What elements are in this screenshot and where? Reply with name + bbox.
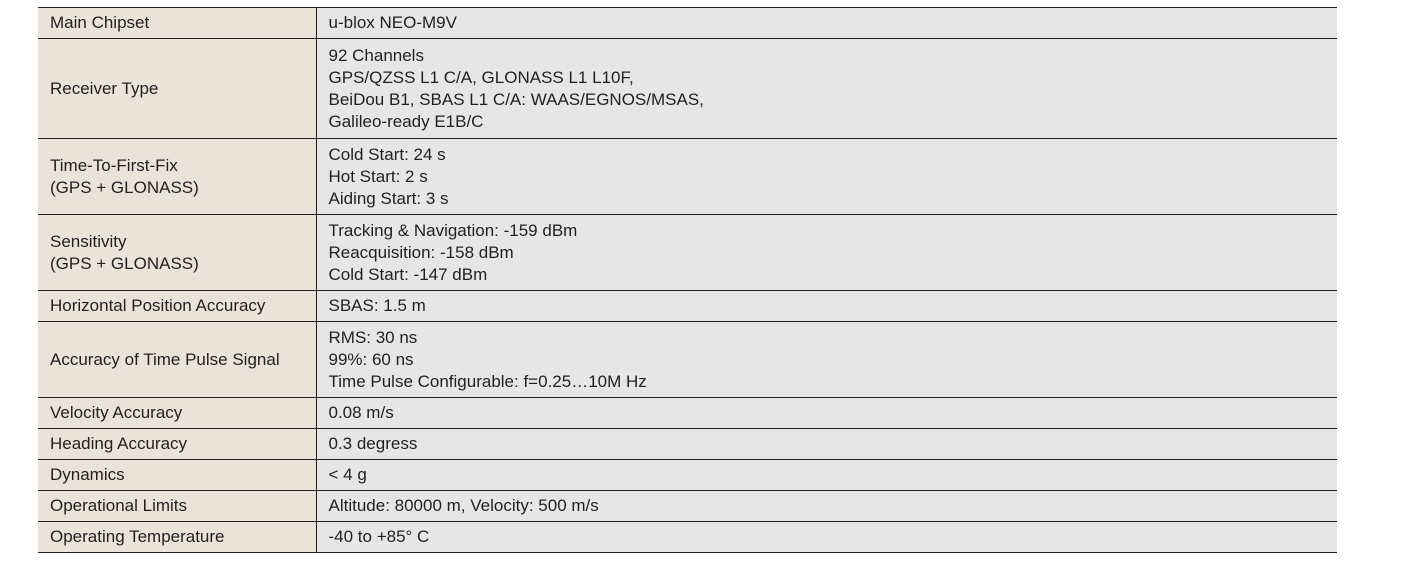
spec-label <box>38 215 316 291</box>
spec-label <box>38 398 316 429</box>
spec-value-line: Cold Start: 24 s <box>328 144 446 164</box>
spec-row-time-pulse-accuracy <box>38 322 1337 398</box>
spec-row-velocity-accuracy <box>38 398 1337 429</box>
spec-value <box>316 522 1337 553</box>
spec-value-line: Galileo-ready E1B/C <box>328 111 484 131</box>
spec-value-line: 0.3 degress <box>328 434 418 453</box>
spec-label <box>38 460 316 491</box>
spec-label-line: Velocity Accuracy <box>50 403 183 422</box>
spec-row-sensitivity <box>38 215 1337 291</box>
spec-value-line: 0.08 m/s <box>328 403 394 422</box>
spec-label-line: Receiver Type <box>50 78 159 98</box>
spec-value-line: Hot Start: 2 s <box>328 166 428 186</box>
spec-label-line: Sensitivity <box>50 231 127 251</box>
spec-row-horizontal-position-accuracy <box>38 291 1337 322</box>
spec-value-line: 92 Channels <box>328 45 424 65</box>
spec-value-line: -40 to +85° C <box>328 527 430 546</box>
spec-value-line: < 4 g <box>328 465 367 484</box>
spec-row-main-chipset <box>38 8 1337 39</box>
spec-value-line: u-blox NEO-M9V <box>328 13 457 32</box>
spec-label-line: (GPS + GLONASS) <box>50 253 199 273</box>
spec-value <box>316 429 1337 460</box>
spec-value-line: SBAS: 1.5 m <box>328 296 426 315</box>
spec-label-line: Accuracy of Time Pulse Signal <box>50 349 280 369</box>
spec-value <box>316 491 1337 522</box>
spec-value-line: Aiding Start: 3 s <box>328 188 449 208</box>
spec-label-line: Dynamics <box>50 465 125 484</box>
spec-row-operational-limits <box>38 491 1337 522</box>
spec-label <box>38 8 316 39</box>
spec-label-line: Horizontal Position Accuracy <box>50 296 266 315</box>
spec-label <box>38 139 316 215</box>
spec-row-operating-temperature <box>38 522 1337 553</box>
spec-row-receiver-type <box>38 39 1337 139</box>
spec-label <box>38 291 316 322</box>
spec-label <box>38 522 316 553</box>
spec-row-time-to-first-fix <box>38 139 1337 215</box>
spec-value-line: Altitude: 80000 m, Velocity: 500 m/s <box>328 496 599 515</box>
spec-value-line: Tracking & Navigation: -159 dBm <box>328 220 578 240</box>
spec-label-line: (GPS + GLONASS) <box>50 177 199 197</box>
spec-value-line: BeiDou B1, SBAS L1 C/A: WAAS/EGNOS/MSAS, <box>328 89 704 109</box>
spec-value-line: Cold Start: -147 dBm <box>328 264 488 284</box>
spec-label-line: Main Chipset <box>50 13 150 32</box>
spec-label-line: Operating Temperature <box>50 527 225 546</box>
spec-label-line: Operational Limits <box>50 496 188 515</box>
spec-value <box>316 39 1337 139</box>
spec-value <box>316 460 1337 491</box>
spec-label-line: Time-To-First-Fix <box>50 155 178 175</box>
specifications-table <box>38 7 1337 553</box>
spec-row-dynamics <box>38 460 1337 491</box>
spec-label <box>38 322 316 398</box>
spec-label-line: Heading Accuracy <box>50 434 188 453</box>
spec-label <box>38 491 316 522</box>
spec-value <box>316 215 1337 291</box>
spec-value <box>316 8 1337 39</box>
spec-label <box>38 429 316 460</box>
spec-value-line: Reacquisition: -158 dBm <box>328 242 514 262</box>
spec-value <box>316 139 1337 215</box>
spec-value <box>316 398 1337 429</box>
spec-label <box>38 39 316 139</box>
spec-value-line: Time Pulse Configurable: f=0.25…10M Hz <box>328 371 647 391</box>
spec-row-heading-accuracy <box>38 429 1337 460</box>
spec-value-line: RMS: 30 ns <box>328 327 418 347</box>
spec-value <box>316 291 1337 322</box>
spec-value-line: 99%: 60 ns <box>328 349 414 369</box>
spec-value-line: GPS/QZSS L1 C/A, GLONASS L1 L10F, <box>328 67 634 87</box>
spec-value <box>316 322 1337 398</box>
